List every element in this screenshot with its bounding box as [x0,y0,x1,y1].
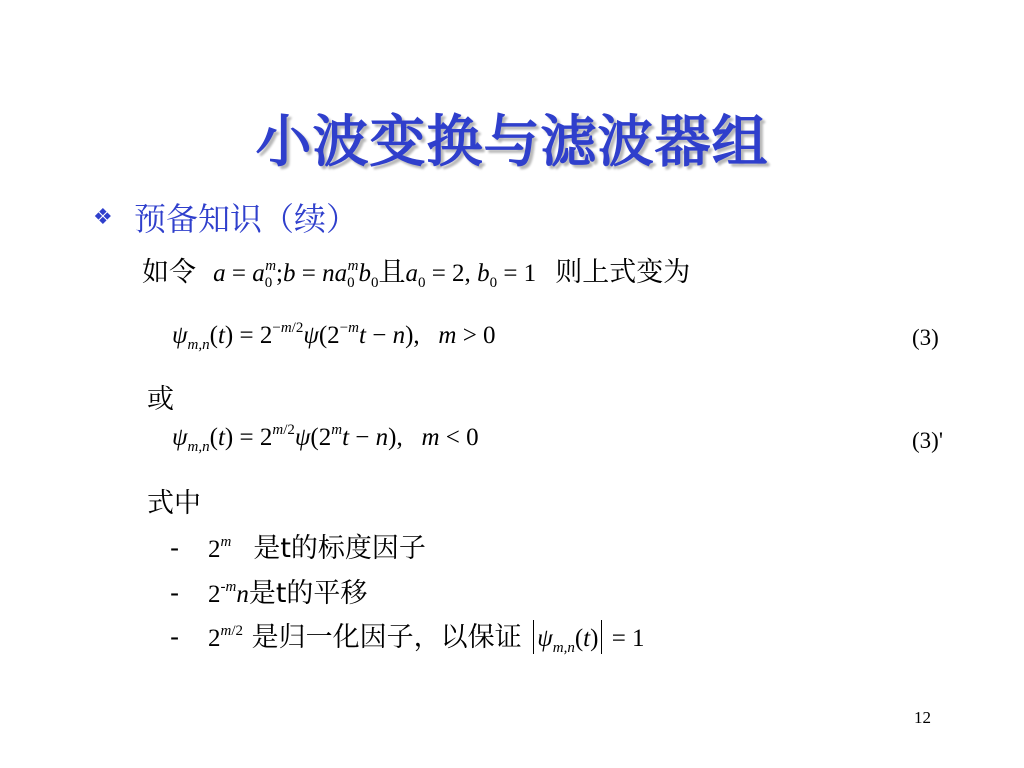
item-text: 是归一化因子，以保证 [251,622,522,653]
formula-abs-psi-equals-1: $\psi_{m,n}(t) = 1$ [530,625,644,652]
list-item [170,571,367,610]
or-label: 或 [147,384,174,415]
formula-a-b-definition: $a = a_0^m;b = na_0^mb_0$ [213,257,379,291]
item-dash: - [170,533,180,564]
where-label: 式中 [147,488,201,519]
item-text: 是t的标度因子 [253,533,426,564]
equation-3-prime: $\psi_{m,n}(t) = 2^{m/2}\psi(2^mt - n)$, m < 0 [172,421,479,455]
item-dash: - [170,578,180,609]
formula-2-pow-m-half: $2^{m/2}$ [208,622,244,652]
formula-a0-b0-values: $a_0 = 2$, $b_0 = 1$ [405,260,537,291]
intro-suffix: 则上式变为 [555,257,691,288]
page-number: 12 [914,708,931,727]
list-item [170,615,645,654]
list-item [170,526,426,565]
intro-prefix: 如令 [142,257,196,288]
slide-title: 小波变换与滤波器组 [255,110,769,175]
equation-3-number: (3) [912,325,939,350]
intro-line [142,250,690,289]
equation-3-prime-number: (3)' [912,428,943,453]
equation-3: $\psi_{m,n}(t) = 2^{-m/2}\psi(2^{-m}t - n)$, m > 0 [172,319,496,353]
diamond-bullet-icon: ❖ [93,205,113,230]
intro-conj: 且 [378,257,406,288]
formula-2-pow-m: 2$^m$ [208,533,232,563]
item-text: 是t的平移 [248,578,368,609]
formula-2-pow-neg-m-n: $2^{-m}n$ [208,578,249,608]
item-dash: - [170,622,180,653]
section-heading: 预备知识（续） [134,200,359,238]
